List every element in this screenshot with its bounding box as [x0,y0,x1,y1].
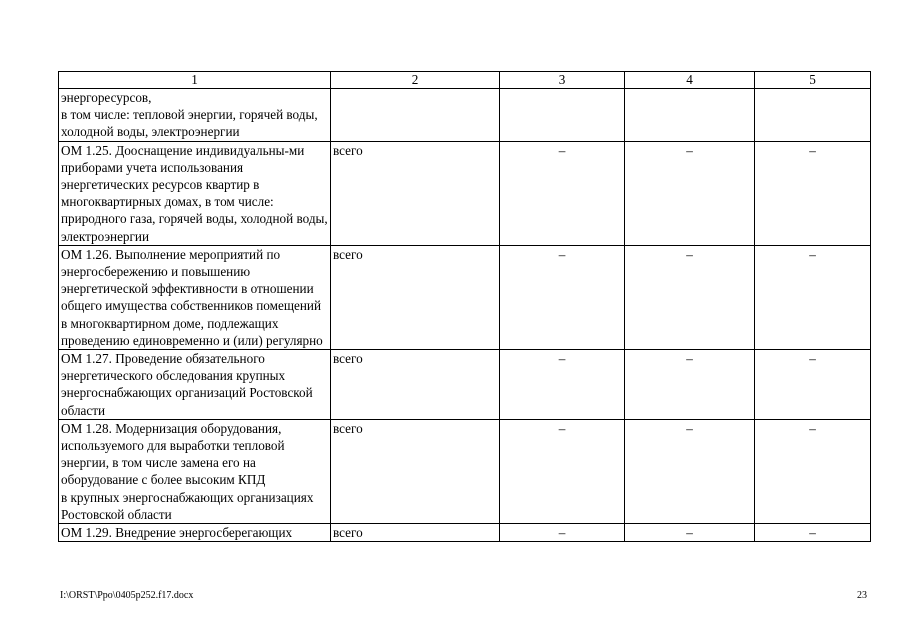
row-value: – [500,419,625,523]
row-value: – [755,245,871,349]
row-description: ОМ 1.29. Внедрение энергосберегающих [59,524,331,542]
table-row [59,141,871,245]
row-value: – [500,245,625,349]
table-row [59,419,871,523]
row-category: всего [331,350,500,420]
table-row [59,524,871,542]
row-value: – [625,350,755,420]
column-header: 3 [500,72,625,89]
footer-page-number: 23 [857,590,867,601]
row-value: – [500,350,625,420]
row-category: всего [331,245,500,349]
row-value: – [625,141,755,245]
footer-file-path: I:\ORST\Ppo\0405p252.f17.docx [60,590,194,601]
table-header-row [59,72,871,89]
document-table [58,71,871,542]
row-description: энергоресурсов, в том числе: тепловой энергии, горячей воды, холодной воды, электроэнергии [59,89,331,142]
column-header: 1 [59,72,331,89]
row-category: всего [331,419,500,523]
row-description: ОМ 1.27. Проведение обязательного энергетического обследования крупных энергоснабжающих организаций Ростовской области [59,350,331,420]
table-row [59,350,871,420]
row-value: – [755,141,871,245]
column-header: 4 [625,72,755,89]
row-category [331,89,500,142]
row-description: ОМ 1.28. Модернизация оборудования, используемого для выработки тепловой энергии, в том числе замена его на оборудование с более высоким КПД в крупных энергоснабжающих организациях Ростовской области [59,419,331,523]
row-description: ОМ 1.26. Выполнение мероприятий по энергосбережению и повышению энергетической эффективности в отношении общего имущества собственников помещений в многоквартирном доме, подлежащих проведению единовременно и (или) регулярно [59,245,331,349]
table-row [59,89,871,142]
row-category: всего [331,524,500,542]
row-value: – [625,524,755,542]
row-value [755,89,871,142]
row-value: – [500,524,625,542]
row-value: – [500,141,625,245]
row-value: – [755,524,871,542]
table-row [59,245,871,349]
column-header: 2 [331,72,500,89]
row-category: всего [331,141,500,245]
row-value: – [625,245,755,349]
row-value: – [755,350,871,420]
row-value [500,89,625,142]
column-header: 5 [755,72,871,89]
row-value [625,89,755,142]
row-description: ОМ 1.25. Дооснащение индивидуальны-ми приборами учета использования энергетических ресурсов квартир в многоквартирных домах, в том числе: природного газа, горячей воды, холодной воды, электроэнергии [59,141,331,245]
row-value: – [755,419,871,523]
row-value: – [625,419,755,523]
